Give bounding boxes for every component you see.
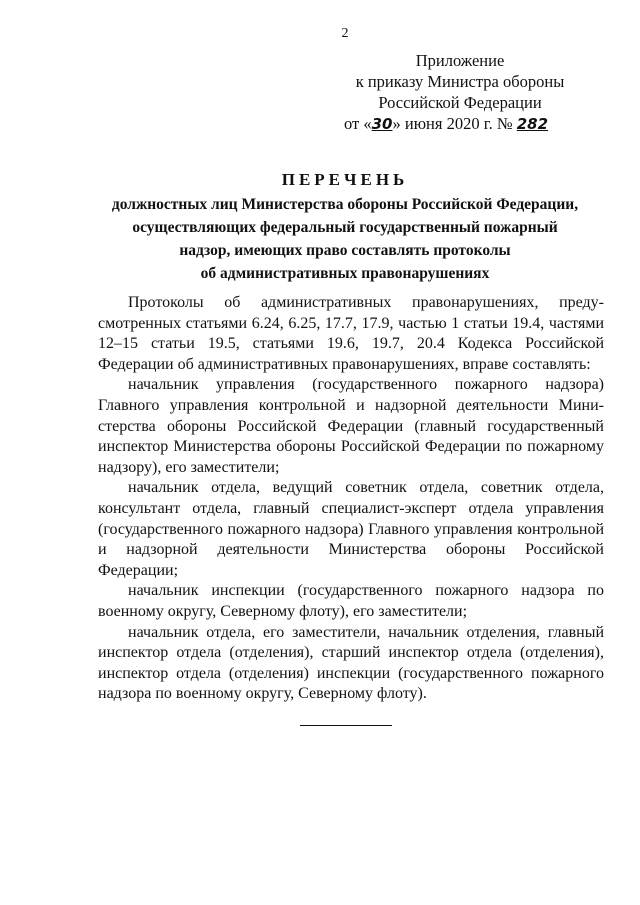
appendix-date-line [330, 113, 590, 135]
subtitle-line-1: должностных лиц Министерства обороны Российской Федерации, [111, 196, 579, 213]
document-body [98, 293, 604, 705]
document-subtitle [70, 193, 620, 285]
appendix-country: Российской Федерации [378, 93, 542, 112]
document-title: ПЕРЕЧЕНЬ [281, 170, 409, 189]
appendix-label: Приложение [415, 51, 505, 70]
appendix-header [330, 50, 590, 135]
handwritten-day: 30 [371, 115, 393, 133]
body-paragraph-intro: Протоколы об административных правонарушениях, предусмотренных статьями 6.24, 6.25, 17.7, 17.9, частью 1 статьи 19.4, частями 12–15 статьи 19.5, статьями 19.6, 19.7, 20.4 Кодекса Российской Федерации об административных правонарушениях, вправе составлять: [98, 294, 604, 373]
subtitle-line-2: осуществляющих федеральный государственный пожарный [132, 219, 558, 236]
appendix-order-reference: к приказу Министра обороны [355, 72, 565, 91]
closing-divider [300, 725, 392, 726]
subtitle-line-3: надзор, имеющих право составлять протоколы [179, 242, 511, 259]
body-paragraph-item-4: начальник отдела, его заместители, начальник отделения, главный инспектор отдела (отделения), старший инспектор отдела (отделения), инспектор отдела (отделения) инспекции (государственного пожарного надзора по военному округу, Северному флоту). [98, 623, 604, 703]
date-prefix: от « [344, 114, 372, 133]
page-number: 2 [341, 26, 349, 41]
body-paragraph-item-3: начальник инспекции (государственного пожарного надзора по военному округу, Северному флоту), его заместители; [98, 582, 604, 620]
body-paragraph-item-2: начальник отдела, ведущий советник отдела, советник отдела, консультант отдела, главный специалист-эксперт отдела управления (государственного пожарного надзора) Главного управления контрольной и надзорной деятельности Министерства обороны Российской Федерации; [98, 479, 604, 579]
date-middle: » июня 2020 г. № [392, 114, 517, 133]
subtitle-line-4: об административных правонарушениях [200, 265, 490, 282]
body-paragraph-item-1: начальник управления (государственного пожарного надзора) Главного управления контрольной и надзорной деятельности Министерства обороны Российской Федерации (главный государственный инспектор Министерства обороны Российской Федерации по пожарному надзору), его заместители; [98, 376, 604, 476]
handwritten-order-number: 282 [516, 115, 549, 133]
